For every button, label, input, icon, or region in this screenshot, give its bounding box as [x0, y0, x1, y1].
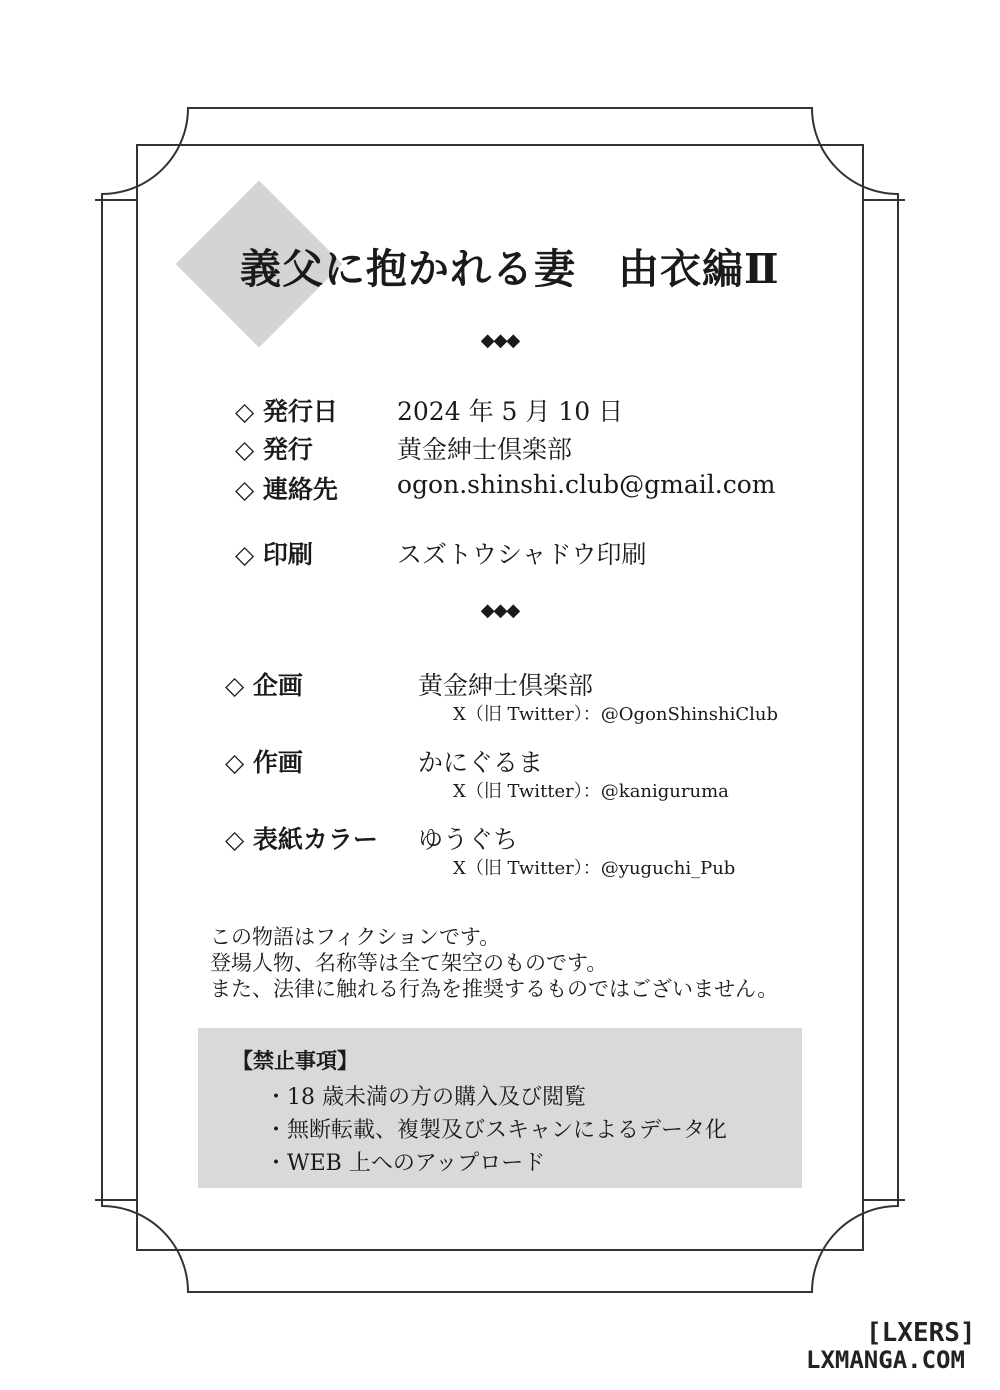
divider-top: ◆◆◆: [480, 330, 520, 351]
prohibited-item-2: ・無断転載、複製及びスキャンによるデータ化: [265, 1118, 728, 1143]
watermark-line-2: LXMANGA.COM: [806, 1346, 965, 1374]
credit-cover-label: ◇ 表紙カラー: [225, 825, 378, 854]
publisher-value: 黄金紳士倶楽部: [397, 435, 573, 464]
credit-planning-sns: X（旧 Twitter）：@OgonShinshiClub: [453, 704, 779, 725]
divider-middle: ◆◆◆: [480, 600, 520, 621]
notice-line-3: また、法律に触れる行為を推奨するものではございません。: [210, 977, 779, 1001]
notice-line-1: この物語はフィクションです。: [210, 925, 501, 949]
prohibited-item-1: ・18 歳未満の方の購入及び閲覧: [265, 1085, 586, 1110]
printer-label: ◇ 印刷: [235, 540, 313, 569]
contact-label: ◇ 連絡先: [235, 475, 338, 504]
watermark-line-1: [LXERS]: [866, 1318, 976, 1348]
notice-line-2: 登場人物、名称等は全て架空のものです。: [210, 951, 608, 975]
credit-art-name: かにぐるま: [418, 748, 544, 777]
pub-date-value: 2024 年 5 月 10 日: [397, 397, 624, 426]
credit-cover-sns: X（旧 Twitter）：@yuguchi_Pub: [453, 858, 736, 879]
contact-value: ogon.shinshi.club@gmail.com: [397, 470, 776, 499]
printer-value: スズトウシャドウ印刷: [397, 540, 647, 569]
credit-planning-name: 黄金紳士倶楽部: [418, 671, 594, 700]
credit-art-sns: X（旧 Twitter）：@kaniguruma: [453, 781, 729, 802]
credit-cover-name: ゆうぐち: [418, 825, 519, 854]
credit-planning-label: ◇ 企画: [225, 671, 303, 700]
credit-art-label: ◇ 作画: [225, 748, 303, 777]
pub-date-label: ◇ 発行日: [235, 397, 338, 426]
prohibited-item-3: ・WEB 上へのアップロード: [265, 1151, 546, 1176]
prohibited-title: 【禁止事項】: [232, 1048, 358, 1073]
publisher-label: ◇ 発行: [235, 435, 313, 464]
book-title: 義父に抱かれる妻 由衣編Ⅱ: [240, 245, 780, 293]
